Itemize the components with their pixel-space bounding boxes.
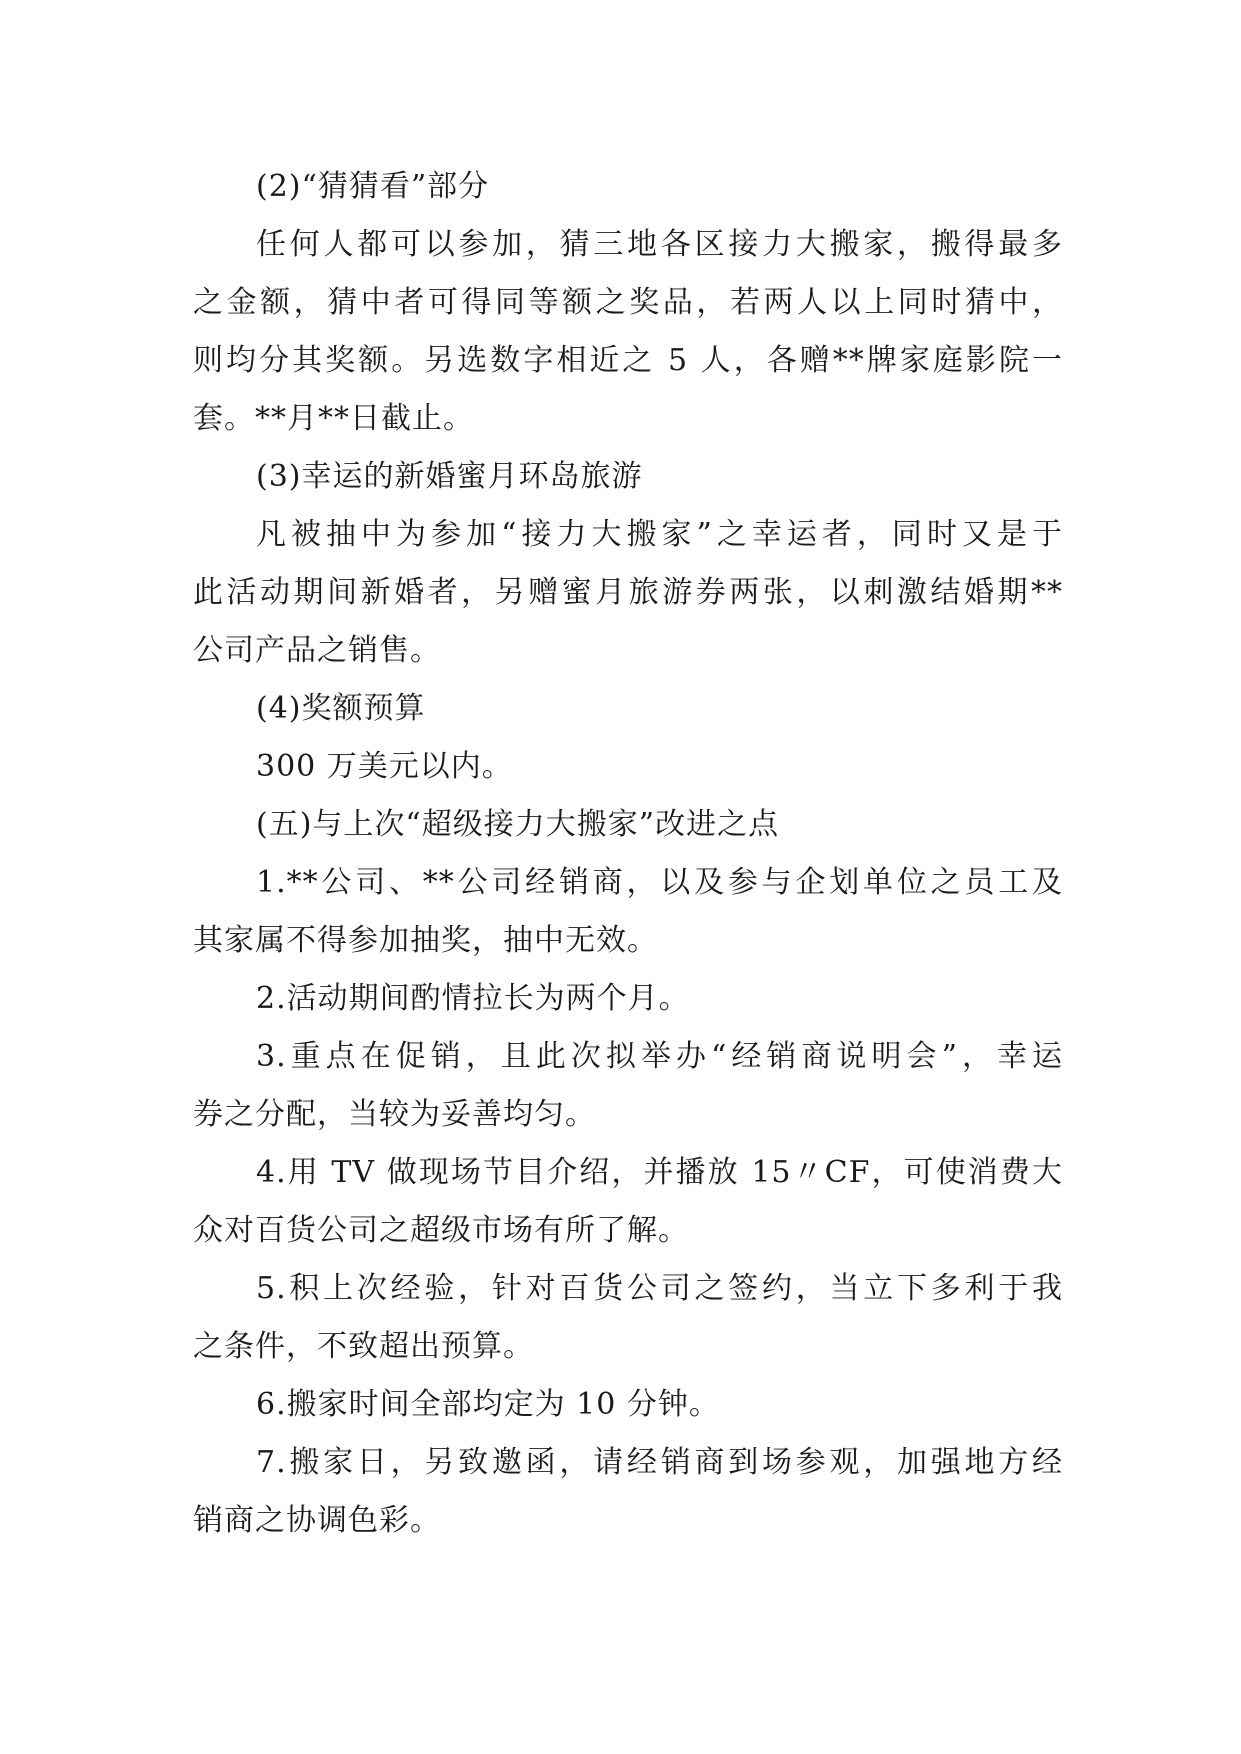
paragraph-line: 任何人都可以参加，猜三地各区接力大搬家，搬得最多 xyxy=(256,227,1063,262)
list-item-4: 4.用 TV 做现场节目介绍，并播放 15〃CF，可使消费大 xyxy=(256,1155,1063,1190)
list-item-4-cont: 众对百货公司之超级市场有所了解。 xyxy=(193,1213,689,1248)
paragraph-line: 套。**月**日截止。 xyxy=(193,401,474,436)
list-item-3-cont: 券之分配，当较为妥善均匀。 xyxy=(193,1097,596,1132)
section-heading-guess: (2)“猜猜看”部分 xyxy=(256,169,490,204)
list-item-5-cont: 之条件，不致超出预算。 xyxy=(193,1329,534,1364)
list-item-1-cont: 其家属不得参加抽奖，抽中无效。 xyxy=(193,923,658,958)
paragraph-line: 则均分其奖额。另选数字相近之 5 人，各赠**牌家庭影院一 xyxy=(193,343,1063,378)
section-heading-budget: (4)奖额预算 xyxy=(256,691,426,726)
paragraph-line: 公司产品之销售。 xyxy=(193,633,441,668)
paragraph-line: 凡被抽中为参加“接力大搬家”之幸运者，同时又是于 xyxy=(256,517,1063,552)
list-item-7-cont: 销商之协调色彩。 xyxy=(193,1503,441,1538)
list-item-5: 5.积上次经验，针对百货公司之签约，当立下多利于我 xyxy=(256,1271,1063,1306)
list-item-1: 1.**公司、**公司经销商，以及参与企划单位之员工及 xyxy=(256,865,1063,900)
list-item-2: 2.活动期间酌情拉长为两个月。 xyxy=(256,981,690,1016)
list-item-6: 6.搬家时间全部均定为 10 分钟。 xyxy=(256,1387,720,1422)
paragraph-line: 此活动期间新婚者，另赠蜜月旅游券两张，以刺激结婚期** xyxy=(193,575,1063,610)
list-item-3: 3.重点在促销，且此次拟举办“经销商说明会”，幸运 xyxy=(256,1039,1063,1074)
section-heading-improvements: (五)与上次“超级接力大搬家”改进之点 xyxy=(256,807,780,842)
paragraph-line: 之金额，猜中者可得同等额之奖品，若两人以上同时猜中， xyxy=(193,285,1063,320)
section-heading-honeymoon: (3)幸运的新婚蜜月环岛旅游 xyxy=(256,459,643,494)
list-item-7: 7.搬家日，另致邀函，请经销商到场参观，加强地方经 xyxy=(256,1445,1063,1480)
paragraph-line: 300 万美元以内。 xyxy=(256,749,513,784)
